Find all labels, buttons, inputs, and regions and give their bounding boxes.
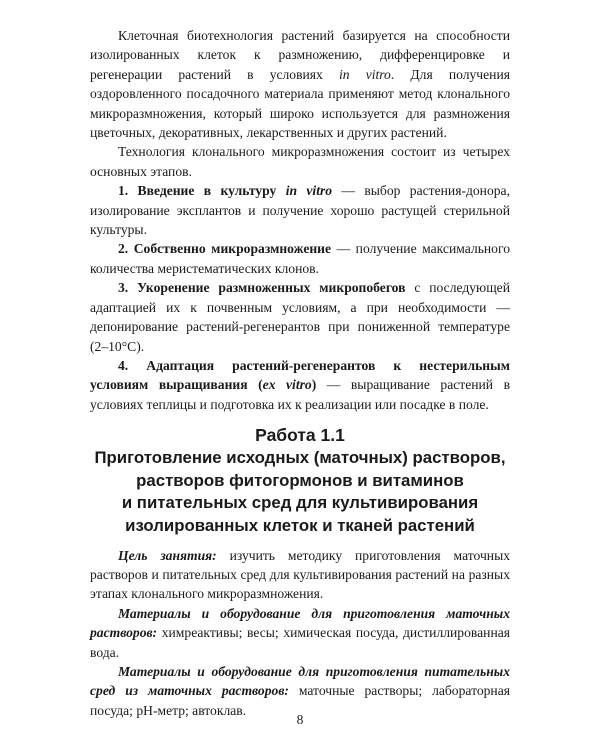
goal-text: изучить методику приготовления маточных растворов и питательных сред для культивирования растений на разных этапах клонального микроразмножения. (90, 547, 510, 602)
stage-1-paragraph (90, 181, 510, 239)
work-number: Работа 1.1 (255, 425, 345, 446)
stage-2-text: — получение максимального количества меристематических клонов. (90, 241, 510, 276)
stage-2-label: 2. Собственно микроразмножение (118, 241, 332, 257)
goal-paragraph (90, 546, 510, 604)
stage-3-paragraph (90, 278, 510, 356)
stage-4-paragraph (90, 356, 510, 414)
stage-3-text: с последующей адаптацией их к почвенным условиям, а при необходимости — депонирование растений-регенерантов при пониженной температуре (2–10°C). (90, 280, 510, 354)
work-title-line-4: изолированных клеток и тканей растений (125, 515, 475, 535)
goal-label: Цель занятия: (118, 547, 217, 563)
stage-2-paragraph (90, 239, 510, 278)
stage-4-text: — выращивание растений в условиях теплицы и подготовка их к реализации или посадке в поле. (90, 377, 511, 412)
stage-1-label: 1. Введение в культуру in vitro (118, 183, 333, 199)
work-title-line-2: растворов фитогормонов и витаминов (136, 470, 464, 490)
intro-paragraph (90, 26, 510, 142)
materials-solutions-label: Материалы и оборудование для приготовления маточных растворов: (90, 605, 510, 641)
materials-media-label: Материалы и оборудование для приготовления питательных сред из маточных растворов: (90, 663, 510, 699)
stage-4-label: 4. Адаптация растений-регенерантов к нестерильным условиям выращивания (ex vitro) (90, 357, 510, 393)
materials-media-text: маточные растворы; лабораторная посуда; pH-метр; автоклав. (90, 683, 510, 718)
work-title-line-3: и питательных сред для культивирования (121, 493, 479, 513)
stage-1-text: — выбор растения-донора, изолирование эксплантов и получение хорошо растущей стерильной культуры. (90, 183, 510, 238)
stage-3-label: 3. Укоренение размноженных микропобегов (118, 280, 406, 296)
intro-in-vitro-term: in vitro (338, 66, 391, 82)
work-title-line-1: Приготовление исходных (маточных) растворов, (94, 448, 506, 468)
intro-text-a: Клеточная биотехнология растений базируется на способности изолированных клеток к размножению, дифференцировке и регенерации растений в условиях (90, 28, 510, 82)
stages-intro-paragraph: Технология клонального микроразмножения состоит из четырех основных этапов. (90, 144, 510, 179)
materials-solutions-paragraph (90, 604, 510, 662)
page-number: 8 (296, 712, 304, 727)
intro-text-b: . Для получения оздоровленного посадочного материала применяют метод клонального микроразмножения, который широко используется для размножения цветочных, декоративных, лекарственных и других растений. (90, 66, 510, 141)
work-heading (90, 424, 510, 537)
materials-solutions-text: химреактивы; весы; химическая посуда, дистиллированная вода. (90, 625, 510, 660)
